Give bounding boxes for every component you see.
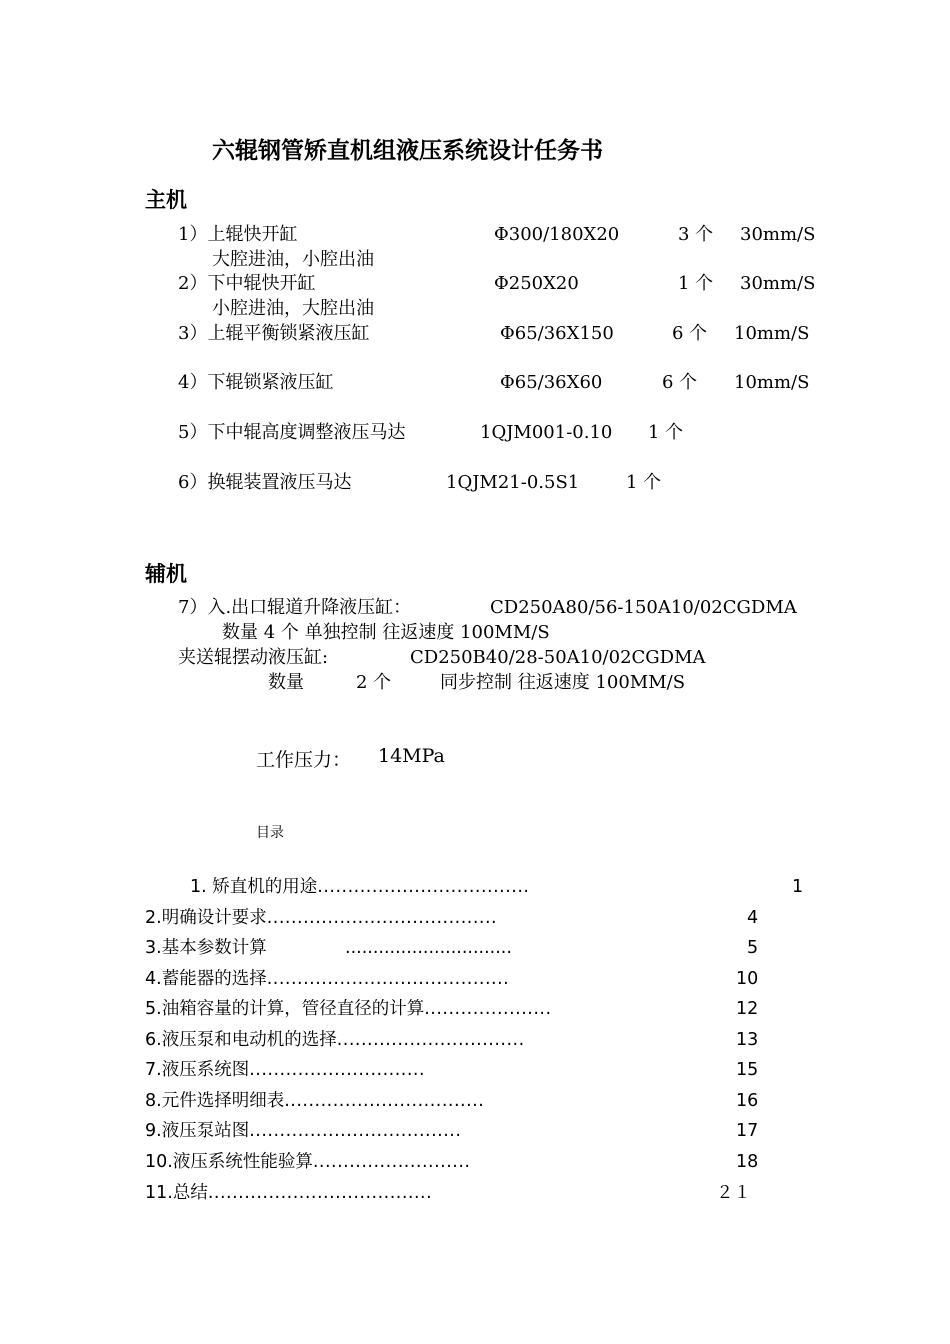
item-speed: 30mm/S: [740, 224, 816, 245]
toc-entry[interactable]: [145, 1089, 484, 1113]
working-pressure-label: 工作压力：: [256, 749, 352, 771]
toc-entry-page: 18: [736, 1152, 759, 1172]
toc-entry-page: 10: [736, 969, 759, 989]
item-name: 2）下中辊快开缸: [178, 273, 316, 294]
toc-heading: 目录: [256, 825, 284, 841]
toc-entry-text: 11.总结: [145, 1183, 208, 1203]
document-title: 六辊钢管矫直机组液压系统设计任务书: [212, 138, 603, 164]
toc-entry-dots: .....................................: [207, 1183, 433, 1203]
item-spec: 1QJM21-0.5S1: [446, 472, 580, 493]
toc-entry-page: 12: [736, 999, 759, 1019]
item-speed: 30mm/S: [740, 273, 816, 294]
aux-spec: CD250B40/28-50A10/02CGDMA: [410, 647, 706, 668]
item-qty: 3 个: [678, 224, 714, 245]
toc-entry-text: 4.蓄能器的选择: [145, 969, 267, 989]
toc-entry-dots: ...................................: [317, 877, 530, 897]
toc-entry[interactable]: [145, 1058, 425, 1082]
item-spec: Φ250X20: [494, 273, 579, 294]
main-section-heading: 主机: [145, 188, 187, 212]
aux-line: 7）入.出口辊道升降液压缸：: [178, 597, 412, 618]
aux-line: 同步控制 往返速度 100MM/S: [440, 672, 686, 693]
item-note: 大腔进油，小腔出油: [212, 249, 374, 270]
item-spec: Φ65/36X150: [500, 323, 614, 344]
toc-entry-dots: ........................................: [266, 969, 510, 989]
toc-entry[interactable]: [145, 997, 552, 1021]
item-name: 4）下辊锁紧液压缸: [178, 372, 334, 393]
item-qty: 6 个: [662, 372, 698, 393]
toc-entry[interactable]: [145, 1119, 461, 1143]
aux-spec: CD250A80/56-150A10/02CGDMA: [490, 597, 797, 618]
toc-entry-dots: ...................................: [249, 1121, 462, 1141]
toc-entry-page: 16: [736, 1091, 759, 1111]
aux-line: 数量 4 个 单独控制 往返速度 100MM/S: [222, 622, 550, 643]
item-name: 6）换辊装置液压马达: [178, 472, 352, 493]
toc-entry[interactable]: [145, 967, 509, 991]
toc-entry-page: 17: [736, 1121, 759, 1141]
toc-entry-dots: ..........................: [312, 1152, 471, 1172]
aux-line: 2 个: [356, 672, 392, 693]
item-name: 5）下中辊高度调整液压马达: [178, 422, 406, 443]
toc-entry-text: 10.液压系统性能验算: [145, 1152, 313, 1172]
toc-entry[interactable]: [145, 1028, 525, 1052]
item-name: 3）上辊平衡锁紧液压缸: [178, 323, 370, 344]
toc-entry-text: 7.液压系统图: [145, 1060, 250, 1080]
aux-line: 数量: [268, 672, 304, 693]
toc-entry-text: 6.液压泵和电动机的选择: [145, 1030, 337, 1050]
toc-entry-dots: .....................: [424, 999, 552, 1019]
toc-entry-dots: .............................: [249, 1060, 426, 1080]
toc-entry[interactable]: [145, 936, 267, 960]
toc-entry-dots: ..............................: [345, 938, 512, 958]
toc-entry-page: 13: [736, 1030, 759, 1050]
toc-entry-text: 3.基本参数计算: [145, 938, 267, 958]
item-spec: Φ300/180X20: [494, 224, 620, 245]
toc-entry-text: 2.明确设计要求: [145, 908, 267, 928]
toc-entry-text: 5.油箱容量的计算，管径直径的计算: [145, 999, 425, 1019]
item-speed: 10mm/S: [734, 323, 810, 344]
item-speed: 10mm/S: [734, 372, 810, 393]
aux-line: 夹送辊摆动液压缸:: [178, 647, 329, 668]
toc-entry-page: 15: [736, 1060, 759, 1080]
item-note: 小腔进油，大腔出油: [212, 298, 374, 319]
item-name: 1）上辊快开缸: [178, 224, 298, 245]
item-spec: 1QJM001-0.10: [480, 422, 613, 443]
item-qty: 1 个: [648, 422, 684, 443]
toc-entry[interactable]: [145, 1181, 432, 1205]
item-qty: 1 个: [626, 472, 662, 493]
toc-entry[interactable]: [190, 875, 529, 899]
item-qty: 1 个: [678, 273, 714, 294]
toc-entry-page: 5: [747, 938, 759, 958]
toc-entry-text: 9.液压泵站图: [145, 1121, 250, 1141]
working-pressure-value: 14MPa: [378, 745, 445, 767]
aux-section-heading: 辅机: [145, 562, 187, 586]
toc-entry-page: ２１: [716, 1183, 751, 1203]
toc-entry-dots: ...............................: [336, 1030, 525, 1050]
item-qty: 6 个: [672, 323, 708, 344]
toc-entry[interactable]: [145, 1150, 470, 1174]
toc-entry-page: 4: [747, 908, 759, 928]
item-spec: Φ65/36X60: [500, 372, 603, 393]
toc-entry-text: 1. 矫直机的用途: [190, 877, 318, 897]
toc-entry[interactable]: [145, 906, 497, 930]
toc-entry-text: 8.元件选择明细表: [145, 1091, 285, 1111]
toc-entry-dots: ......................................: [266, 908, 498, 928]
toc-entry-dots: .................................: [284, 1091, 485, 1111]
toc-entry-page: 1: [792, 877, 804, 897]
